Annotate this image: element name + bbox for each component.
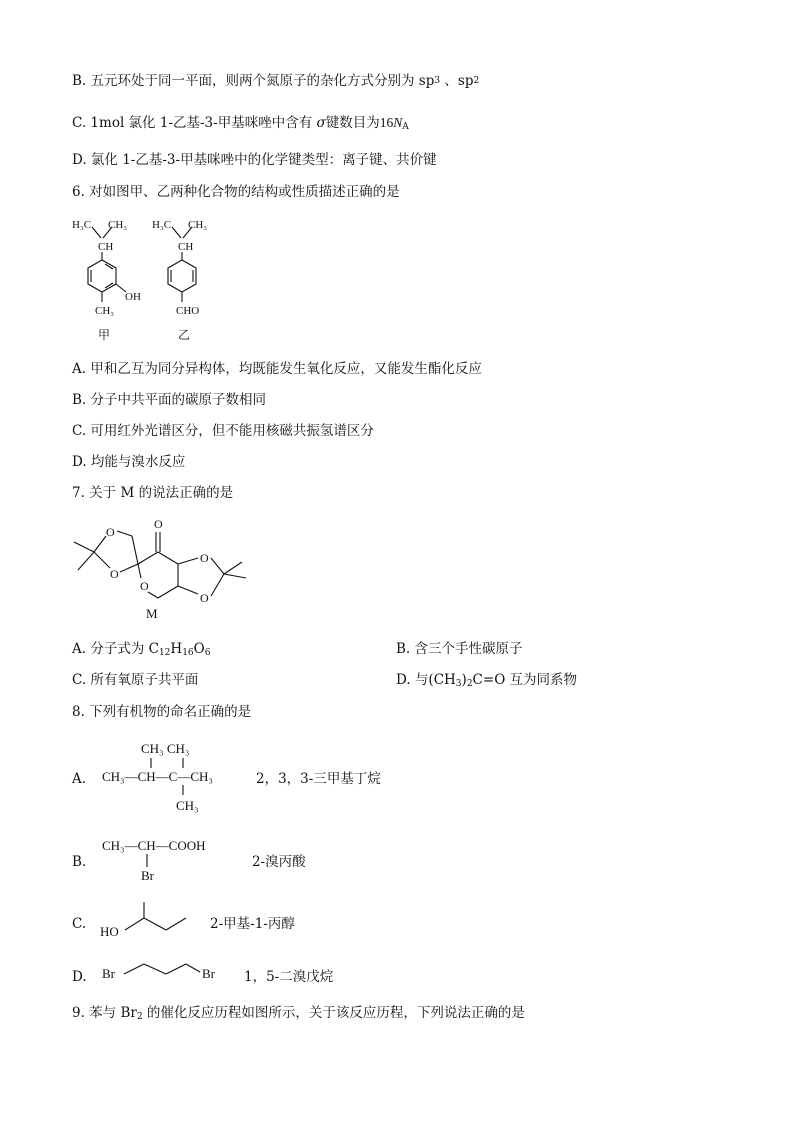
yi-label: 乙	[178, 328, 191, 342]
q5-option-b: B. 五元环处于同一平面，则两个氮原子的杂化方式分别为 $sp^3$ 、$sp^2$	[72, 73, 480, 89]
q6-structure-jia	[70, 212, 160, 347]
sigma-symbol: σ	[316, 115, 326, 131]
jia-h3c-label: H₃C	[72, 219, 92, 231]
q8-b-main-chain: CH₃—CH—COOH	[102, 838, 206, 853]
q7-stem: 7. 关于 M 的说法正确的是	[72, 485, 234, 501]
q5-option-c: C. 1mol 氯化 1-乙基-3-甲基咪唑中含有 σ键数目为$16N_A$	[72, 115, 409, 132]
q8-stem: 8. 下列有机物的命名正确的是	[72, 704, 252, 720]
m-label: M	[146, 606, 158, 621]
q6-stem: 6. 对如图甲、乙两种化合物的结构或性质描述正确的是	[72, 184, 400, 200]
q6-option-b: B. 分子中共平面的碳原子数相同	[72, 392, 267, 408]
q8-c-hydroxyl: HO	[100, 924, 119, 939]
q8-c-letter: C.	[72, 916, 87, 932]
q8-a-letter: A.	[72, 771, 87, 787]
q7-structure-m	[66, 512, 266, 627]
yi-h3c-label: H₃C	[152, 219, 172, 231]
jia-ch3-label: CH₃	[108, 219, 128, 231]
q6-option-c: C. 可用红外光谱区分，但不能用核磁共振氢谱区分	[72, 423, 374, 439]
q8-b-bond	[140, 853, 160, 869]
yi-ch-label: CH	[178, 241, 194, 253]
jia-oh-label: OH	[125, 291, 141, 303]
yi-ch3-label: CH₃	[188, 219, 208, 231]
q6-option-d: D. 均能与溴水反应	[72, 454, 186, 470]
q8-b-bromo: Br	[141, 868, 154, 883]
q8-b-name: 2-溴丙酸	[252, 854, 306, 870]
q6-option-a: A. 甲和乙互为同分异构体，均既能发生氧化反应，又能发生酯化反应	[72, 361, 482, 377]
yi-bottom-cho: CHO	[176, 305, 200, 317]
q8-d-br-right: Br	[202, 966, 215, 981]
jia-bottom-ch3: CH₃	[95, 305, 115, 317]
jia-label: 甲	[98, 328, 111, 342]
q8-a-name: 2，3，3-三甲基丁烷	[256, 771, 381, 787]
q7-option-c: C. 所有氧原子共平面	[72, 672, 199, 688]
q8-b-letter: B.	[72, 854, 87, 870]
q7-option-d: D. 与$(CH_3)_2C=O$ 互为同系物	[396, 672, 578, 689]
m-o2: O	[110, 567, 119, 581]
q8-c-skeleton	[120, 900, 200, 940]
q9-stem: 9. 苯与 $Br_2$ 的催化反应历程如图所示，关于该反应历程，下列说法正确的是	[72, 1005, 525, 1022]
m-o-ring: O	[140, 579, 149, 593]
m-o4: O	[200, 591, 209, 605]
q8-d-br-left: Br	[102, 966, 115, 981]
m-o1: O	[106, 525, 115, 539]
q8-d-name: 1，5-二溴戊烷	[244, 969, 334, 985]
m-o-ketone: O	[154, 517, 163, 531]
q8-d-letter: D.	[72, 969, 87, 985]
q8-c-name: 2-甲基-1-丙醇	[210, 916, 295, 932]
q7-option-a: A. 分子式为 $C_{12}H_{16}O_6$	[72, 641, 211, 658]
jia-ch-label: CH	[98, 241, 114, 253]
q8-d-skeleton	[120, 960, 210, 984]
q6-structure-yi	[150, 212, 230, 347]
q7-option-b: B. 含三个手性碳原子	[396, 641, 523, 657]
q5-option-d: D. 氯化 1-乙基-3-甲基咪唑中的化学键类型：离子键、共价键	[72, 152, 437, 168]
q8-a-top-methyls: CH₃ CH₃	[141, 741, 190, 756]
q8-a-bottom-methyl: CH₃	[176, 798, 199, 813]
m-o3: O	[200, 551, 209, 565]
q8-a-main-chain: CH₃—CH—C—CH₃	[102, 769, 213, 784]
